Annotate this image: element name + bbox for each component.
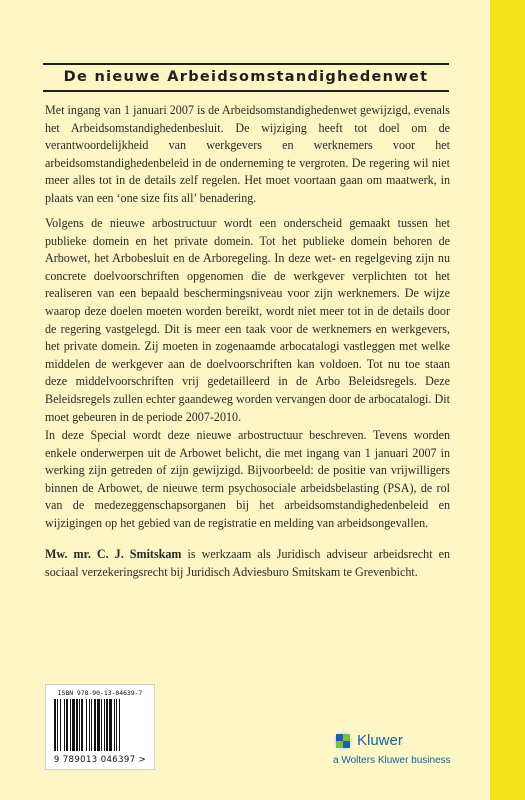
author-name: Mw. mr. C. J. Smitskam <box>45 547 182 561</box>
ean-digits: 9 789013 046397 > <box>53 755 147 765</box>
kluwer-logo-mark-icon <box>333 731 353 751</box>
yellow-spine-strip <box>490 0 525 800</box>
publisher-name: Kluwer <box>357 732 403 749</box>
publisher-logo <box>333 731 493 771</box>
blurb-paragraph-1: Met ingang van 1 januari 2007 is de Arbeidsomstandighedenwet gewijzigd, evenals het Arbeidsomstandighedenbesluit. De wijziging heeft tot doel om de verantwoordelijkheid van werkgevers en werknemers voor het arbeidsomstandighedenbeleid in de onderneming te vergroten. De regering wil niet meer alles tot in de details zelf regelen. Het moet voortaan gaan om maatwerk, in plaats van een ‘one size fits all’ benadering. <box>45 103 450 205</box>
title-top-rule <box>43 63 449 65</box>
title-bottom-rule <box>43 90 449 92</box>
publisher-tagline: a Wolters Kluwer business <box>333 755 451 766</box>
author-bio: is werkzaam als Juridisch adviseur arbeidsrecht en sociaal verzekeringsrecht bij Juridisch Adviesburo Smitskam te Grevenbicht. <box>45 547 450 579</box>
barcode-icon <box>54 699 146 751</box>
isbn-number: ISBN 978-90-13-04639-7 <box>57 689 143 697</box>
author-paragraph <box>45 546 450 581</box>
barcode-label <box>45 684 155 770</box>
blurb-paragraph-2: Volgens de nieuwe arbostructuur wordt een onderscheid gemaakt tussen het publieke domein en het private domein. Tot het publieke domein behoren de Arbowet, het Arbobesluit en de Arboregeling. In deze wet- en regelgeving zijn nu concrete doelvoorschriften opgenomen die de werkgever verplichten tot het realiseren van een bepaald beschermingsniveau voor zijn werknemers. De wijze waarop deze doelen moeten worden bereikt, wordt niet meer tot in de details door de regering vastgelegd. Dit is meer een taak voor de werknemers en werkgevers, het private domein. Zij moeten in zogenaamde arbocatalogi vastleggen met welke middelen de werkgever aan de doelvoorschriften kan voldoen. Tot nu toe staan deze middelvoorschriften vrij gedetailleerd in de Arbo Beleidsregels. Deze Beleidsregels zullen echter gaandeweg worden vervangen door de arbocatalogi. Dit moet gebeuren in de periode 2007-2010. <box>45 216 450 424</box>
book-title: De nieuwe Arbeidsomstandighedenwet <box>63 69 429 85</box>
blurb-paragraph-3: In deze Special wordt deze nieuwe arbostructuur beschreven. Tevens worden enkele onderwerpen uit de Arbowet belicht, die met ingang van 1 januari 2007 in werking zijn getreden of zijn gewijzigd. Bijvoorbeeld: de positie van vrijwilligers binnen de Arbowet, de nieuwe term psychosociale arbeidsbelasting (PSA), de rol van de medezeggenschapsorganen bij het arbeidsomstandighedenbeleid en wijzigingen op het gebied van de registratie en melding van arbeidsongevallen. <box>45 428 450 530</box>
